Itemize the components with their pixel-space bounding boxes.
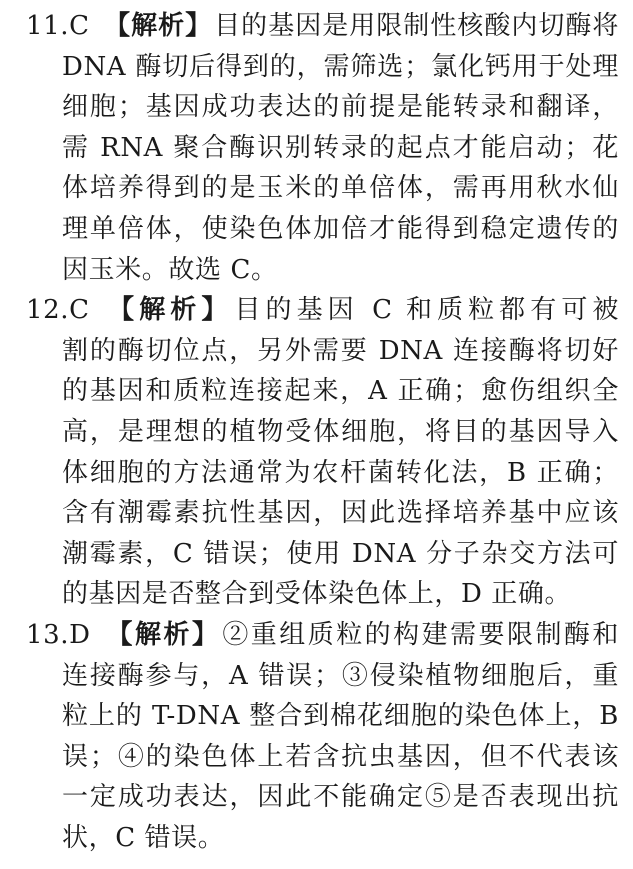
answer-line: 的基因是否整合到受体染色体上，D 正确。 <box>62 579 572 610</box>
answer-line: 连接酶参与，A 错误；③侵染植物细胞后，重 <box>62 660 619 691</box>
answer-item-11 <box>26 6 619 290</box>
answer-line: 的基因和质粒连接起来，A 正确；愈伤组织全 <box>62 376 619 407</box>
answer-line: 理单倍体，使染色体加倍才能得到稳定遗传的 <box>62 213 619 244</box>
answer-line: 误；④的染色体上若含抗虫基因，但不代表该 <box>62 741 619 772</box>
analysis-tag: 【解析】 <box>103 11 213 41</box>
answer-line: 含有潮霉素抗性基因，因此选择培养基中应该 <box>62 498 619 529</box>
question-number: 11.C <box>26 11 90 41</box>
answer-line <box>26 6 619 47</box>
answer-line: 需 RNA 聚合酶识别转录的起点才能启动；花 <box>62 132 619 163</box>
answer-line: 割的酶切位点，另外需要 DNA 连接酶将切好 <box>62 335 619 366</box>
answer-line: 细胞；基因成功表达的前提是能转录和翻译， <box>62 92 619 123</box>
answer-text: 目的基因是用限制性核酸内切酶将 <box>214 11 619 41</box>
answer-text: 目的基因 C 和质粒都有可被 <box>234 295 619 326</box>
answer-line: DNA 酶切后得到的，需筛选；氯化钙用于处理 <box>62 51 619 82</box>
analysis-tag: 【解析】 <box>103 295 233 326</box>
answer-line <box>26 615 619 656</box>
question-number: 13.D <box>26 619 91 650</box>
answer-text: ②重组质粒的构建需要限制酶和 <box>222 619 619 650</box>
analysis-tag: 【解析】 <box>104 619 221 650</box>
question-number: 12.C <box>26 295 90 326</box>
answer-line: 一定成功表达，因此不能确定⑤是否表现出抗 <box>62 782 619 813</box>
answer-item-12 <box>26 290 619 615</box>
answer-item-13 <box>26 615 619 859</box>
answer-line <box>26 290 619 331</box>
answer-line: 粒上的 T-DNA 整合到棉花细胞的染色体上，B <box>62 701 619 732</box>
answer-line: 体培养得到的是玉米的单倍体，需再用秋水仙 <box>62 173 619 204</box>
answer-line: 体细胞的方法通常为农杆菌转化法，B 正确； <box>62 457 619 488</box>
answer-line: 高，是理想的植物受体细胞，将目的基因导入 <box>62 416 619 447</box>
answer-line: 状，C 错误。 <box>62 822 225 853</box>
answer-line: 因玉米。故选 C。 <box>62 254 278 285</box>
answer-line: 潮霉素，C 错误；使用 DNA 分子杂交方法可 <box>62 538 619 569</box>
